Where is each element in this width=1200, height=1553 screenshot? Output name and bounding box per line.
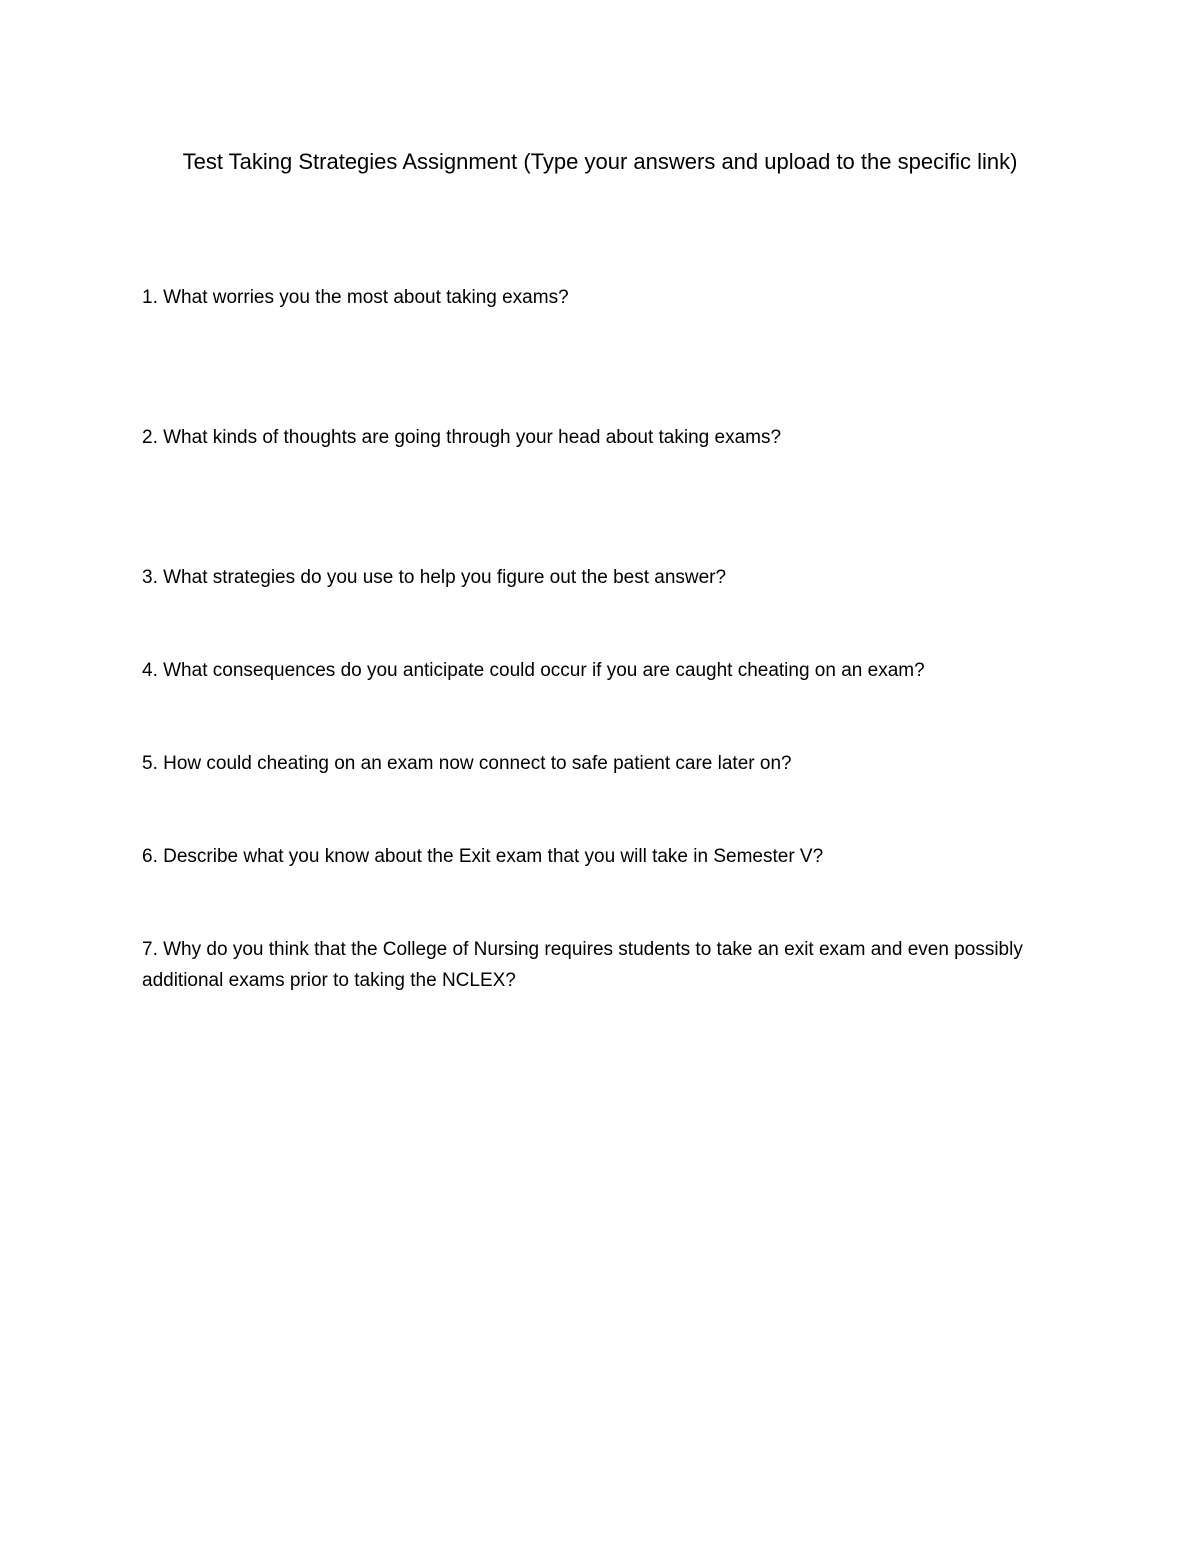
- question-4: 4. What consequences do you anticipate could occur if you are caught cheating on an exam?: [142, 660, 925, 681]
- assignment-title: Test Taking Strategies Assignment (Type your answers and upload to the specific link): [182, 149, 1018, 174]
- question-2: 2. What kinds of thoughts are going through your head about taking exams?: [142, 427, 782, 448]
- question-3: 3. What strategies do you use to help you figure out the best answer?: [142, 567, 727, 588]
- question-1: 1. What worries you the most about taking exams?: [142, 287, 569, 308]
- question-5: 5. How could cheating on an exam now connect to safe patient care later on?: [142, 753, 792, 774]
- question-6: 6. Describe what you know about the Exit exam that you will take in Semester V?: [142, 846, 824, 867]
- question-7: 7. Why do you think that the College of Nursing requires students to take an exit exam and even possibly additional exams prior to taking the NCLEX?: [142, 939, 1023, 991]
